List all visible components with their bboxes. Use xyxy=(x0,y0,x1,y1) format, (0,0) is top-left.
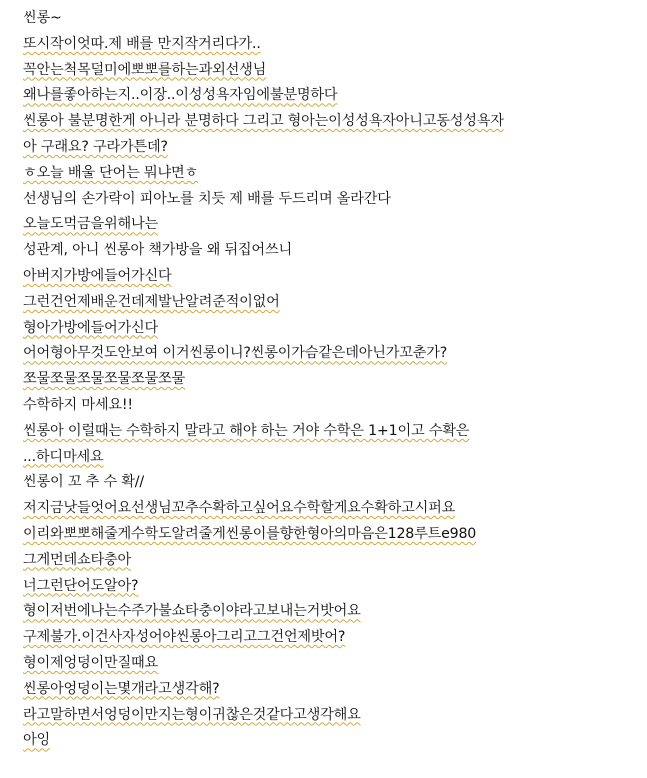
text-line xyxy=(23,419,643,445)
text-line xyxy=(23,264,643,290)
text-line xyxy=(23,6,643,32)
text-line xyxy=(23,599,643,625)
text-line xyxy=(23,58,643,84)
line-text: 아버지가방에들어가신다 xyxy=(23,267,172,284)
text-line xyxy=(23,212,643,238)
line-text: 또시작이엇따.제 배를 만지작거리다가.. xyxy=(23,35,261,52)
line-text: 쪼물쪼물쪼물쪼물쪼물쪼물 xyxy=(23,371,186,388)
line-text: 아 구래요? 구라가튼데? xyxy=(23,138,168,155)
text-line xyxy=(23,290,643,316)
text-line xyxy=(23,341,643,367)
text-line xyxy=(23,728,643,754)
text-line xyxy=(23,238,643,264)
text-line xyxy=(23,367,643,393)
line-text: 너그런단어도알아? xyxy=(23,577,139,594)
line-text: 저지금낫들엇어요선생님꼬추수확하고싶어요수학할게요수확하고시퍼요 xyxy=(23,500,456,517)
text-line xyxy=(23,109,643,135)
line-text: ㅎ오늘 배울 단어는 뭐냐면ㅎ xyxy=(23,164,198,181)
line-text: 그게먼데쇼타충아 xyxy=(23,551,132,568)
line-text: 성관계, 아니 씬롱아 책가방을 왜 뒤집어쓰니 xyxy=(23,242,292,259)
line-text: 라고말하면서엉덩이만지는형이귀찮은것같다고생각해요 xyxy=(23,706,361,723)
line-text: 씬롱아 불분명한게 아니라 분명하다 그리고 형아는이성성욕자아니고동성성욕자 xyxy=(23,113,504,130)
text-line xyxy=(23,496,643,522)
text-line xyxy=(23,548,643,574)
text-line xyxy=(23,651,643,677)
text-line xyxy=(23,522,643,548)
line-text: 수학하지 마세요!! xyxy=(23,396,133,413)
line-text: 이리와뽀뽀해줄게수학도알려줄게씬롱이를향한형아의마음은128루트e980 xyxy=(23,525,477,542)
line-text: 구제불가.이건사자성어야씬롱아그리고그건언제밧어? xyxy=(23,629,346,646)
text-line xyxy=(23,703,643,729)
text-line xyxy=(23,135,643,161)
line-text: 꼭안는척목덜미에뽀뽀를하는과외선생님 xyxy=(23,61,267,78)
line-text: 씬롱~ xyxy=(23,10,62,26)
text-line xyxy=(23,625,643,651)
line-text: 씬롱아 이럴때는 수학하지 말라고 해야 하는 거야 수학은 1+1이고 수확은 xyxy=(23,422,470,439)
document-body xyxy=(23,6,643,754)
line-text: 그런건언제배운건데제발난알려준적이없어 xyxy=(23,293,280,310)
text-line xyxy=(23,677,643,703)
text-line xyxy=(23,316,643,342)
line-text: 어어형아무것도안보여 이거씬롱이니?씬롱이가슴같은데아닌가꼬춘가? xyxy=(23,345,448,362)
text-line xyxy=(23,83,643,109)
line-text: 씬롱이 꼬 추 수 확// xyxy=(23,474,144,491)
line-text: 아잉 xyxy=(23,732,51,749)
line-text: 선생님의 손가락이 피아노를 치듯 제 배를 두드리며 올라간다 xyxy=(23,190,391,207)
line-text: 씬롱아엉덩이는몇개라고생각해? xyxy=(23,680,220,697)
text-line xyxy=(23,32,643,58)
line-text: 왜나를좋아하는지..이장..이성성욕자임에불분명하다 xyxy=(23,87,338,104)
line-text: 형아가방에들어가신다 xyxy=(23,319,159,336)
text-line xyxy=(23,187,643,213)
text-line xyxy=(23,161,643,187)
text-line xyxy=(23,393,643,419)
text-line xyxy=(23,470,643,496)
text-line xyxy=(23,445,643,471)
line-text: ...하디마세요 xyxy=(23,448,104,465)
line-text: 형이저번에나는수주가불쇼타충이야라고보내는거밧어요 xyxy=(23,603,361,620)
line-text: 오늘도먹금을위해나는 xyxy=(23,216,159,233)
line-text: 형이제엉덩이만질때요 xyxy=(23,654,159,671)
text-line xyxy=(23,574,643,600)
